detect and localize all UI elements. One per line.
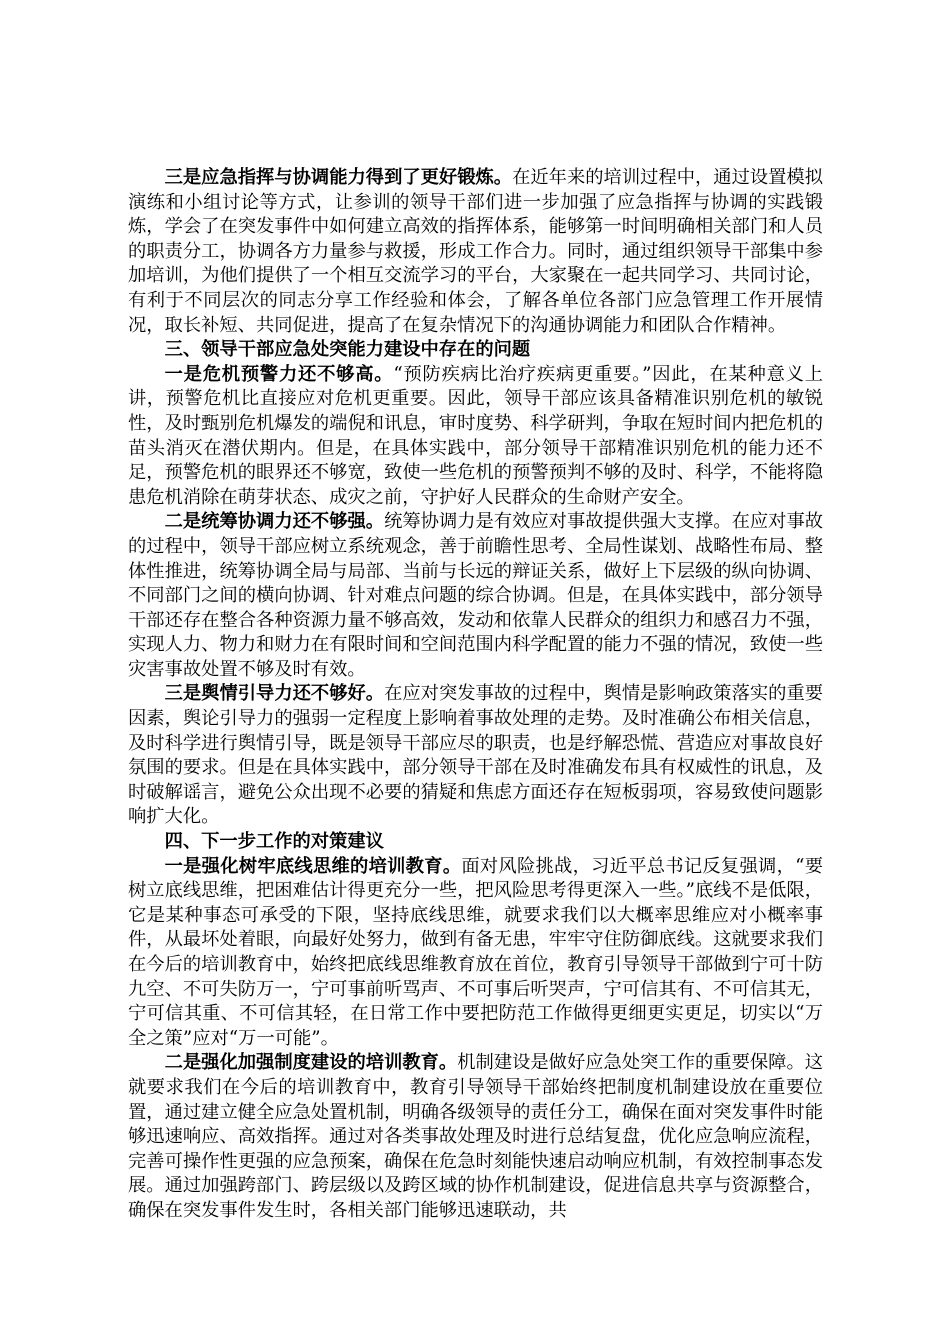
paragraph-text: 机制建设是做好应急处突工作的重要保障。这就要求我们在今后的培训教育中，教育引导领导干部始终把制度机制建设放在重要位置，通过建立健全应急处置机制，明确各级领导的责任分工，确保在面对突发事件时能够迅速响应、高效指挥。通过对各类事故处理及时进行总结复盘，优化应急响应流程，完善可操作性更强的应急预案，确保在危急时刻能快速启动响应机制，有效控制事态发展。通过加强跨部门、跨层级以及跨区域的协作机制建设，促进信息共享与资源整合，确保在突发事件发生时，各相关部门能够迅速联动，共: [128, 1052, 824, 1221]
paragraph-text: 在应对突发事故的过程中，舆情是影响政策落实的重要因素，舆论引导力的强弱一定程度上影响着事故处理的走势。及时准确公布相关信息，及时科学进行舆情引导，既是领导干部应尽的职责，也是纾解恐慌、营造应对事故良好氛围的要求。但是在具体实践中，部分领导干部在及时准确发布具有权威性的讯息，及时破解谣言，避免公众出现不必要的猜疑和焦虑方面还存在短板弱项，容易致使问题影响扩大化。: [128, 683, 824, 828]
paragraph-text: 在近年来的培训过程中，通过设置模拟演练和小组讨论等方式，让参训的领导干部们进一步加强了应急指挥与协调的实践锻炼，学会了在突发事件中如何建立高效的指挥体系，能够第一时间明确相关部门和人员的职责分工，协调各方力量参与救援，形成工作合力。同时，通过组织领导干部集中参加培训，为他们提供了一个相互交流学习的平台，大家聚在一起共同学习、共同讨论，有利于不同层次的同志分享工作经验和体会，了解各单位各部门应急管理工作开展情况，取长补短、共同促进，提高了在复杂情况下的沟通协调能力和团队合作精神。: [128, 167, 824, 336]
paragraph-command-coordination: [128, 166, 823, 338]
paragraph-text: 统筹协调力是有效应对事故提供强大支撑。在应对事故的过程中，领导干部应树立系统观念，善于前瞻性思考、全局性谋划、战略性布局、整体性推进，统筹协调全局与局部、当前与长远的辩证关系，做好上下层级的纵向协调、不同部门之间的横向协调、针对难点问题的综合协调。但是，在具体实践中，部分领导干部还存在整合各种资源力量不够高效，发动和依靠人民群众的组织力和感召力不强，实现人力、物力和财力在有限时间和空间范围内科学配置的能力不强的情况，致使一些灾害事故处置不够及时有效。: [128, 511, 824, 680]
paragraph-overall-coordination: [128, 510, 823, 682]
paragraph-lead: 一是危机预警力还不够高。: [164, 363, 394, 385]
paragraph-text: 面对风险挑战，习近平总书记反复强调，“要树立底线思维，把困难估计得更充分一些，把风险思考得更深入一些。”底线不是低限，它是某种事态可承受的下限，坚持底线思维，就要求我们以大概率思维应对小概率事件，从最坏处着眼，向最好处努力，做到有备无患，牢牢守住防御底线。这就要求我们在今后的培训教育中，始终把底线思维教育放在首位，教育引导领导干部做到宁可十防九空、不可失防万一，宁可事前听骂声、不可事后听哭声，宁可信其有、不可信其无，宁可信其重、不可信其轻，在日常工作中要把防范工作做得更细更实更足，切实以“万全之策”应对“万一可能”。: [128, 855, 823, 1049]
paragraph-lead: 一是强化树牢底线思维的培训教育。: [164, 855, 462, 877]
paragraph-bottom-line-thinking: [128, 855, 823, 1052]
paragraph-lead: 二是统筹协调力还不够强。: [164, 511, 385, 533]
document-body: [128, 166, 823, 1224]
section-heading-problems: 三、领导干部应急处突能力建设中存在的问题: [164, 339, 531, 361]
paragraph-lead: 三是舆情引导力还不够好。: [164, 683, 385, 705]
paragraph-institution-building: [128, 1051, 823, 1223]
paragraph-text: “预防疾病比治疗疾病更重要。”因此，在某种意义上讲，预警危机比直接应对危机更重要。因此，领导干部应该具备精准识别危机的敏锐性，及时甄别危机爆发的端倪和讯息，审时度势、科学研判，争取在短时间内把危机的苗头消灭在潜伏期内。但是，在具体实践中，部分领导干部精准识别危机的能力还不足，预警危机的眼界还不够宽，致使一些危机的预警预判不够的及时、科学，不能将隐患危机消除在萌芽状态、成灾之前，守护好人民群众的生命财产安全。: [128, 363, 823, 508]
paragraph-public-opinion: [128, 682, 823, 830]
paragraph-lead: 三是应急指挥与协调能力得到了更好锻炼。: [164, 167, 513, 188]
paragraph-crisis-warning: [128, 363, 823, 511]
paragraph-lead: 二是强化加强制度建设的培训教育。: [164, 1052, 458, 1074]
section-heading-suggestions: 四、下一步工作的对策建议: [164, 831, 384, 853]
